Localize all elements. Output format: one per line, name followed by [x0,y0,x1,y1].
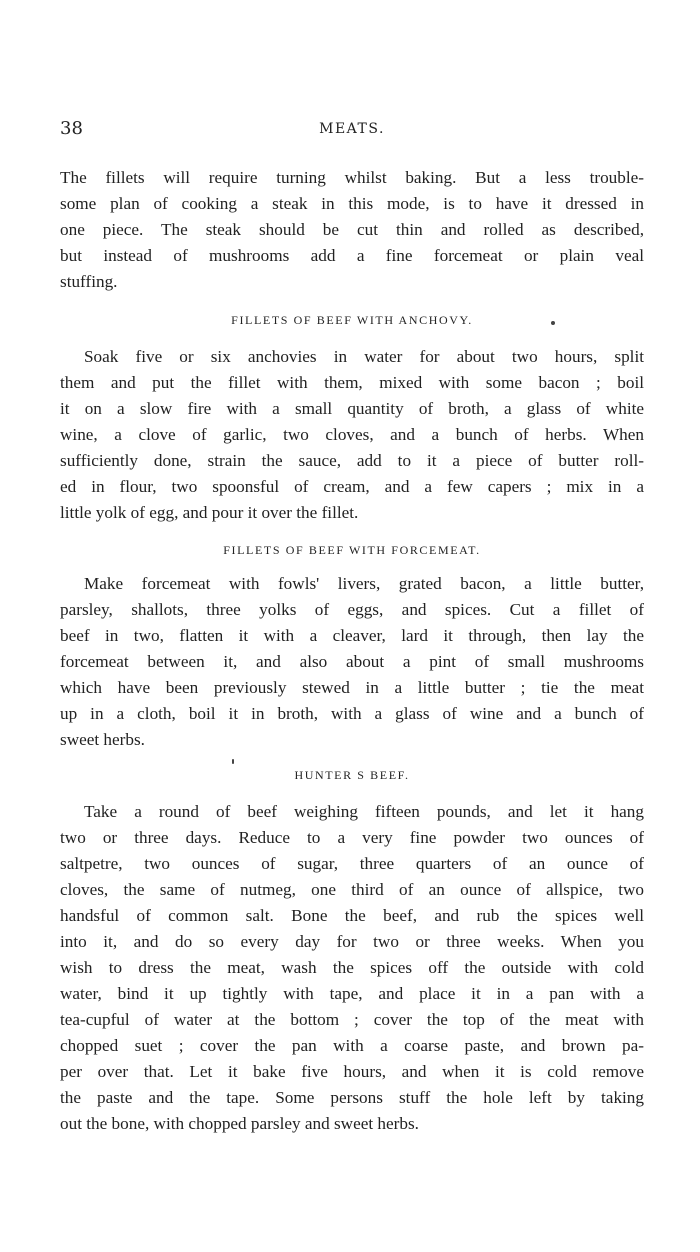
paragraph-line: chopped suet ; cover the pan with a coarse paste, and brown pa- [60,1036,644,1055]
paragraph-line: Soak five or six anchovies in water for about two hours, split [84,347,644,366]
paragraph-line: cloves, the same of nutmeg, one third of an ounce of allspice, two [60,880,644,899]
paragraph-line: tea-cupful of water at the bottom ; cover the top of the meat with [60,1010,644,1029]
intro-line: stuffing. [60,272,118,291]
paragraph-line: Make forcemeat with fowls' livers, grated bacon, a little butter, [84,574,644,593]
paragraph-line: the paste and the tape. Some persons stuff the hole left by taking [60,1088,644,1107]
paragraph-line: Take a round of beef weighing fifteen pounds, and let it hang [84,802,644,821]
paragraph-line: little yolk of egg, and pour it over the fillet. [60,503,359,522]
paragraph-line: wish to dress the meat, wash the spices off the outside with cold [60,958,644,977]
paragraph-line: it on a slow fire with a small quantity of broth, a glass of white [60,399,644,418]
section-heading: HUNTER S BEEF. [294,768,410,782]
section-heading: FILLETS OF BEEF WITH FORCEMEAT. [223,543,481,557]
section-heading: FILLETS OF BEEF WITH ANCHOVY. [231,313,473,327]
ink-speck [232,759,234,764]
intro-line: some plan of cooking a steak in this mode, is to have it dressed in [60,194,644,213]
paragraph-line: water, bind it up tightly with tape, and place it in a pan with a [60,984,644,1003]
paragraph-line: ed in flour, two spoonsful of cream, and a few capers ; mix in a [60,477,644,496]
paragraph-line: sweet herbs. [60,730,145,749]
ink-speck [551,321,555,325]
running-head: MEATS. [319,121,385,137]
paragraph-line: up in a cloth, boil it in broth, with a glass of wine and a bunch of [60,704,644,723]
paragraph-line: beef in two, flatten it with a cleaver, lard it through, then lay the [60,626,644,645]
paragraph-line: per over that. Let it bake five hours, and when it is cold remove [60,1062,644,1081]
paragraph-line: forcemeat between it, and also about a pint of small mushrooms [60,652,644,671]
page-number: 38 [60,118,83,139]
paragraph-line: parsley, shallots, three yolks of eggs, and spices. Cut a fillet of [60,600,644,619]
paragraph-line: into it, and do so every day for two or three weeks. When you [60,932,644,951]
paragraph-line: sufficiently done, strain the sauce, add to it a piece of butter roll- [60,451,644,470]
paragraph-line: handsful of common salt. Bone the beef, and rub the spices well [60,906,644,925]
paragraph-line: saltpetre, two ounces of sugar, three quarters of an ounce of [60,854,644,873]
intro-line: one piece. The steak should be cut thin and rolled as described, [60,220,644,239]
intro-line: The fillets will require turning whilst baking. But a less trouble- [60,168,644,187]
paragraph-line: wine, a clove of garlic, two cloves, and a bunch of herbs. When [60,425,644,444]
intro-line: but instead of mushrooms add a fine forcemeat or plain veal [60,246,644,265]
paragraph-line: which have been previously stewed in a little butter ; tie the meat [60,678,644,697]
paragraph-line: them and put the fillet with them, mixed with some bacon ; boil [60,373,644,392]
page-header [60,118,644,142]
paragraph-line: two or three days. Reduce to a very fine powder two ounces of [60,828,644,847]
paragraph-line: out the bone, with chopped parsley and sweet herbs. [60,1114,419,1133]
